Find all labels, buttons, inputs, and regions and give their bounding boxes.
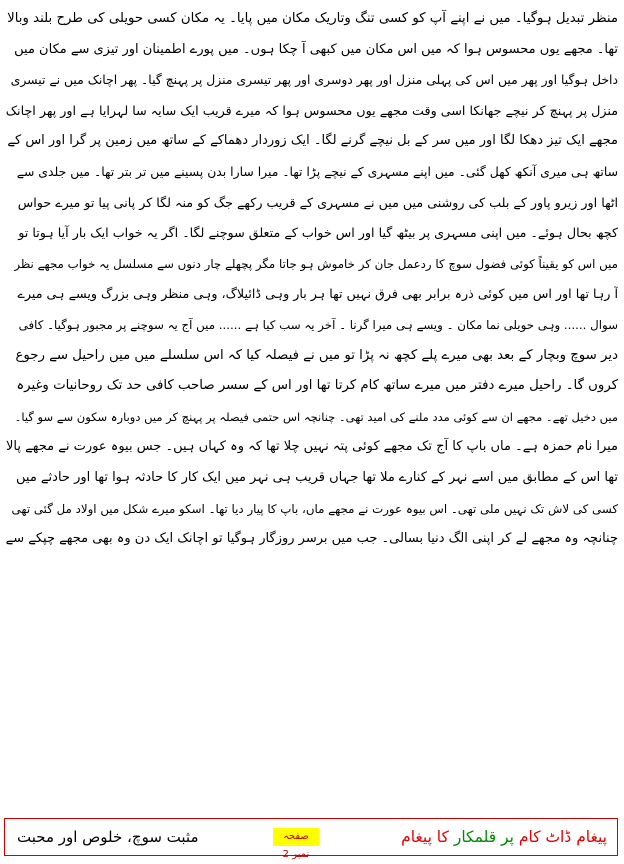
page-footer (4, 818, 618, 860)
footer-tagline: مثبت سوچ، خلوص اور محبت (17, 828, 199, 846)
article-line: داخل ہوگیا اور پھر میں اس کی پہلی منزل اور پھر دوسری اور پھر تیسری منزل پر پہنچ گیا۔ پھر اچانک میں نے تیسری (10, 72, 618, 88)
article-line: کروں گا۔ راحیل میرے دفتر میں میرے ساتھ کام کرتا تھا اور اس کے سسر صاحب کافی حد تک روحانیات وغیرہ (16, 378, 618, 394)
article-line: منظر تبدیل ہوگیا۔ میں نے اپنے آپ کو کسی تنگ وتاریک مکان میں پایا۔ یہ مکان کسی حویلی کی طرح بلند وبالا (7, 11, 618, 26)
footer-brand (401, 825, 607, 849)
article-line: اٹھا اور زیرو پاور کے بلب کی روشنی میں میں نے مسہری کے قریب رکھے جگ کو منہ لگا کر پانی پیا تو میرے حواس (17, 194, 618, 210)
article-line: ساتھ ہی میری آنکھ کھل گئی۔ میں اپنے مسہری کے نیچے پڑا تھا۔ میرا سارا بدن پسینے میں تر بتر تھا۔ میں جلدی سے (16, 163, 618, 179)
article-line: آ رہا تھا اور اس میں کوئی ذرہ برابر بھی فرق نہیں تھا ہر بار وہی ڈائیلاگ، وہی منظر وہی بزرگ ویسے ہی میرے (17, 286, 618, 302)
article-line: کچھ بحال ہوئے۔ میں اپنی مسہری پر بیٹھ گیا اور اس خواب کے متعلق سوچنے لگا۔ اگر یہ خواب ایک بار آیا ہوتا تو (18, 225, 618, 241)
article-line: دیر سوچ وبچار کے بعد بھی میرے پلے کچھ نہ پڑا تو میں نے فیصلہ کیا کہ اس سلسلے میں میں راحیل سے رجوع (15, 347, 618, 363)
article-line: مجھے ایک تیز دھکا لگا اور میں سر کے بل نیچے گرنے لگا۔ ایک زوردار دھماکے کے ساتھ میں زمین پر گرا اور اس کے (7, 133, 618, 149)
brand-site-name: پیغام ڈاٹ کام (518, 828, 607, 846)
article-line: میں اس کو یقیناً کوئی فضول سوچ کا ردعمل جان کر خاموش ہو جاتا مگر پچھلے چار دنوں سے مسلسل یہ خواب مجھے نظر (14, 256, 618, 271)
article-line: چنانچہ وہ مجھے لے کر اپنی الگ دنیا بسالی۔ جب میں برسر روزگار ہوگیا تو اچانک ایک دن وہ بھی مجھے چپکے سے (6, 531, 618, 547)
brand-message: کا پیغام (401, 828, 449, 846)
article-line: سوال ...... وہی حویلی نما مکان ۔ ویسے ہی میرا گرنا ۔ آخر یہ سب کیا ہے ...... میں آج یہ سوچنے پر مجبور ہوگیا۔ کافی (18, 317, 618, 332)
article-line: میرا نام حمزہ ہے۔ ماں باپ کا آج تک مجھے کوئی پتہ نہیں چلا تھا کہ وہ کہاں ہیں۔ جس بیوہ عورت نے مجھے پالا (6, 439, 618, 455)
article-line: تھا اس کے مطابق میں اسے نہر کے کنارے ملا تھا جہاں قریب ہی نہر میں ایک کار کا حادثہ ہوا تھا اور حادثے میں (16, 469, 618, 485)
article-line: تھا۔ مجھے یوں محسوس ہوا کہ میں اس مکان میں کبھی آ چکا ہوں۔ میں پورے اطمینان اور تیزی سے مکان میں (14, 41, 618, 57)
page-number-badge: صفحہ نمبر 2 (273, 828, 319, 846)
article-body (6, 4, 618, 555)
brand-middle: پر قلمکار (448, 828, 519, 846)
article-line: منزل پر پہنچ کر نیچے جھانکا اسی وقت مجھے یوں محسوس ہوا کہ میرے قریب ایک سایہ سا لہرایا ہے اور پھر اچانک (6, 102, 618, 118)
article-line: میں دخیل تھے۔ مجھے ان سے کوئی مدد ملنے کی امید تھی۔ چنانچہ اس حتمی فیصلہ پر پہنچ کر میں دوبارہ سکون سے سو گیا۔ (14, 409, 618, 424)
article-line: کسی کی لاش تک نہیں ملی تھی۔ اس بیوہ عورت نے مجھے ماں، باپ کا پیار دیا تھا۔ اسکو میرے شکل میں اولاد مل گئی تھی (11, 501, 618, 516)
